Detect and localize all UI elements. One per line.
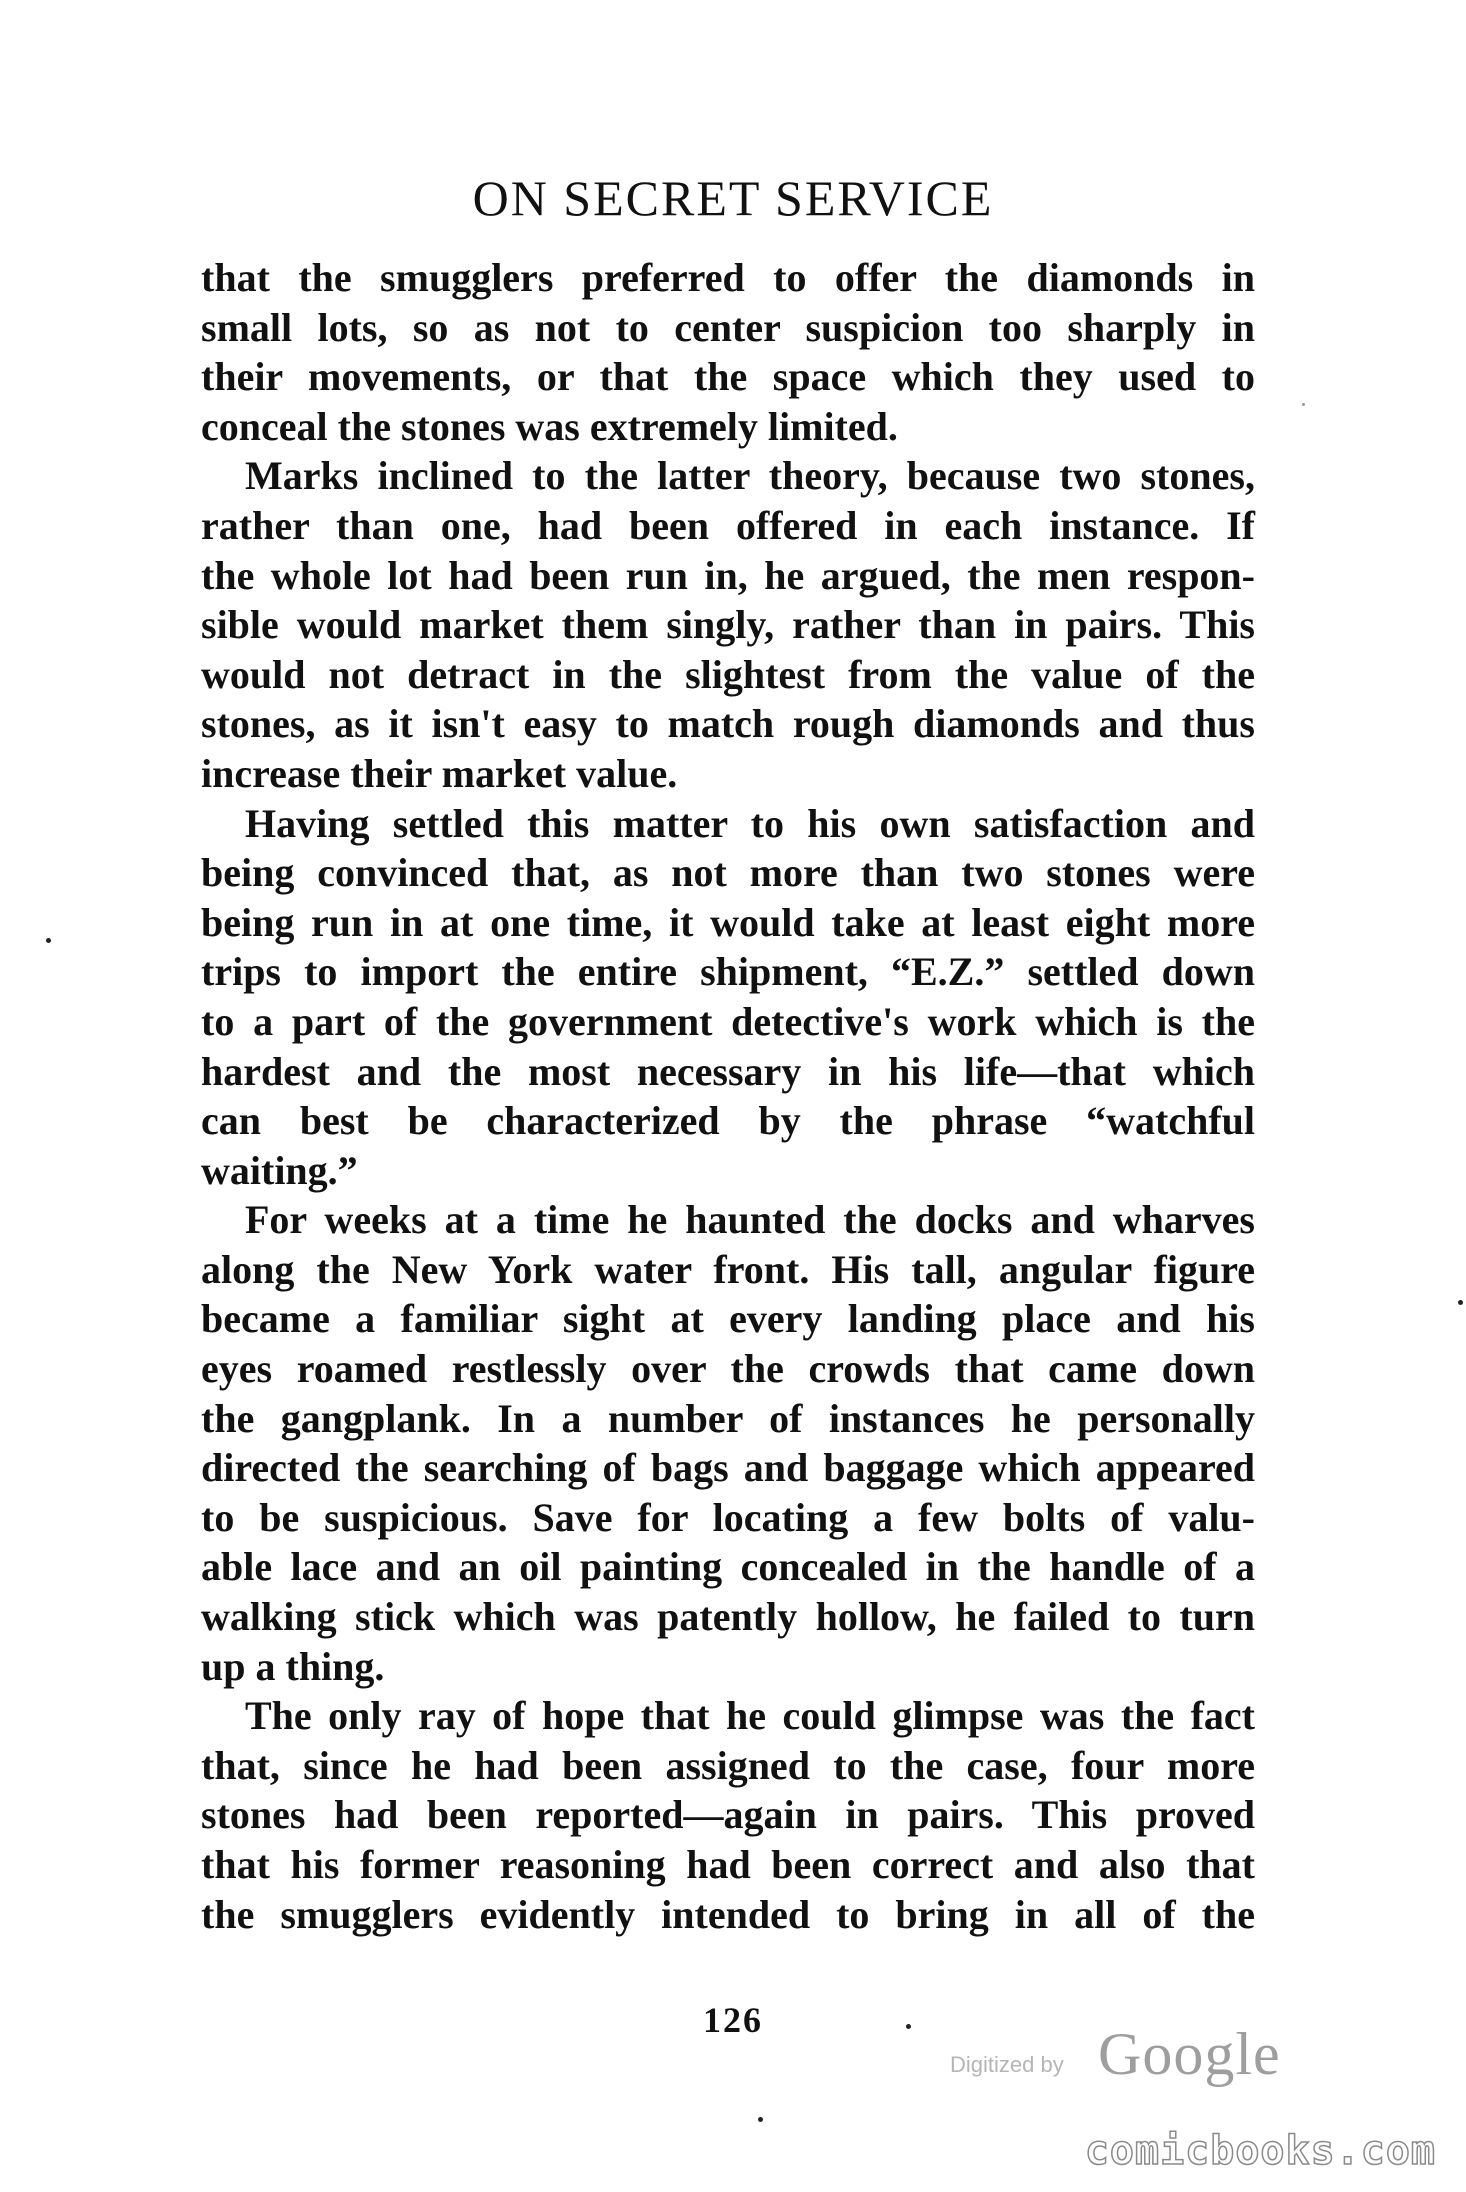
text-line: walking stick which was patently hollow, he failed to turn [201, 1594, 1255, 1640]
speck-mark [1458, 1300, 1463, 1305]
text-line: directed the searching of bags and baggage which appeared [201, 1445, 1255, 1491]
text-line: able lace and an oil painting concealed in the handle of a [201, 1544, 1255, 1590]
page-number: 126 [703, 2000, 763, 2040]
text-line: conceal the stones was extremely limited. [201, 403, 898, 449]
text-line: the gangplank. In a number of instances he personally [201, 1395, 1255, 1441]
text-line: stones, as it isn't easy to match rough diamonds and thus [201, 701, 1255, 747]
google-watermark [950, 2020, 1281, 2090]
body-text [201, 253, 1255, 1939]
text-line: to be suspicious. Save for locating a few bolts of valu- [201, 1494, 1255, 1540]
text-line: that the smugglers preferred to offer the diamonds in [201, 255, 1255, 300]
text-line: sible would market them singly, rather than in pairs. This [201, 602, 1255, 648]
text-line: the whole lot had been run in, he argued, the men respon- [201, 552, 1255, 598]
text-line: rather than one, had been offered in each instance. If [201, 502, 1255, 548]
digitized-by-label: Digitized by [950, 2052, 1064, 2077]
text-line: eyes roamed restlessly over the crowds that came down [201, 1346, 1255, 1392]
text-line: their movements, or that the space which they used to [201, 354, 1255, 400]
text-line: For weeks at a time he haunted the docks and wharves [245, 1197, 1255, 1243]
text-line: up a thing. [201, 1643, 385, 1689]
google-logo-text: Google [1098, 2021, 1281, 2087]
text-line: along the New York water front. His tall, angular figure [201, 1246, 1255, 1292]
text-line: hardest and the most necessary in his life—that which [201, 1048, 1255, 1094]
site-watermark: comicbooks.com [1084, 2128, 1436, 2174]
text-line: stones had been reported—again in pairs. This proved [201, 1792, 1255, 1838]
text-line: Marks inclined to the latter theory, because two stones, [245, 453, 1255, 499]
speck-mark [46, 938, 51, 943]
text-line: can best be characterized by the phrase “watchful [201, 1098, 1255, 1144]
text-line: became a familiar sight at every landing place and his [201, 1296, 1255, 1342]
text-line: being convinced that, as not more than two stones were [201, 850, 1255, 896]
text-line: Having settled this matter to his own satisfaction and [245, 800, 1255, 846]
text-line: to a part of the government detective's work which is the [201, 998, 1255, 1044]
speck-mark [1302, 403, 1305, 406]
text-line: being run in at one time, it would take at least eight more [201, 899, 1255, 945]
text-line: increase their market value. [201, 750, 678, 796]
text-line: that, since he had been assigned to the case, four more [201, 1742, 1255, 1788]
text-line: would not detract in the slightest from the value of the [201, 651, 1255, 697]
text-line: waiting.” [201, 1147, 358, 1193]
text-line: the smugglers evidently intended to bring in all of the [201, 1891, 1255, 1937]
text-line: that his former reasoning had been correct and also that [201, 1842, 1255, 1887]
text-line: small lots, so as not to center suspicion too sharply in [201, 304, 1255, 350]
text-line: trips to import the entire shipment, “E.Z.” settled down [201, 949, 1255, 995]
speck-mark [758, 2117, 763, 2122]
text-line: The only ray of hope that he could glimpse was the fact [245, 1693, 1255, 1739]
speck-mark [906, 2024, 911, 2029]
running-head: ON SECRET SERVICE [472, 170, 994, 226]
